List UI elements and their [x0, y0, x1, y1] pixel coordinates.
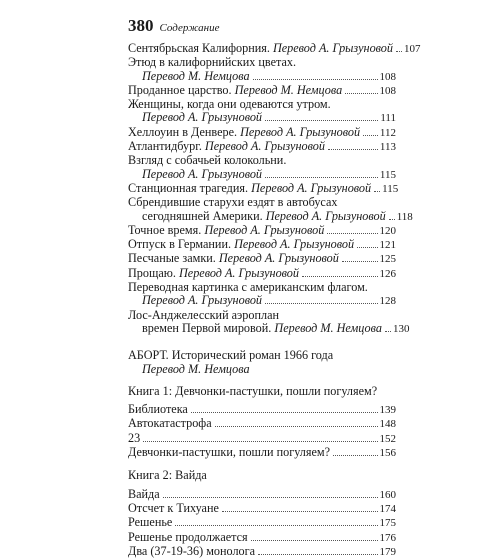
toc-entry-title: Взгляд с собачьей колокольни.: [128, 153, 287, 168]
page-ref: 111: [380, 112, 396, 125]
toc-entry-title: Этюд в калифорнийских цветах.: [128, 55, 297, 70]
page-ref: 108: [379, 84, 396, 97]
toc-entry: 23 152: [128, 430, 396, 445]
page-ref: 107: [403, 43, 421, 55]
toc-entry: Автокатастрофа 148: [128, 416, 396, 431]
toc-entry: сегодняшней Америки. Перевод А. Грызуновой 118: [142, 208, 413, 223]
toc-entry: Отсчет к Тихуане 174: [128, 500, 396, 515]
page-ref: 125: [379, 253, 396, 266]
page-ref: 148: [379, 418, 396, 431]
toc-entry: времен Первой мировой. Перевод М. Немцова 130: [142, 320, 410, 335]
toc-entry: Два (37-19-36) монолога 179: [128, 543, 396, 558]
book2-heading: Книга 2: Вайда: [128, 468, 207, 483]
page-ref: 118: [396, 210, 413, 223]
toc-entry: Девчонки-пастушки, пошли погуляем? 156: [128, 445, 396, 460]
page-ref: 121: [379, 239, 396, 252]
toc-entry: Вайда 160: [128, 486, 396, 501]
page-ref: 130: [392, 322, 410, 335]
page-ref: 120: [379, 224, 396, 237]
toc-entry: Точное время. Перевод А. Грызуновой 120: [128, 222, 396, 237]
toc-entry: Перевод А. Грызуновой 111: [142, 110, 396, 125]
toc-entry: Хеллоуин в Денвере. Перевод А. Грызуновой 112: [128, 124, 396, 139]
toc-entry-title: Лос-Анджелесский аэроплан: [128, 307, 280, 322]
page-ref: 108: [379, 70, 396, 83]
toc-entry: Атлантидбург. Перевод А. Грызуновой 113: [128, 139, 396, 154]
book1-heading: Книга 1: Девчонки-пастушки, пошли погуляем?: [128, 383, 378, 398]
toc-entry: Прощаю. Перевод А. Грызуновой 126: [128, 265, 396, 280]
page-ref: 115: [379, 168, 396, 181]
page-ref: 112: [379, 126, 396, 139]
page-ref: 139: [379, 404, 396, 417]
page-ref: 113: [379, 141, 396, 154]
toc-entry: Перевод А. Грызуновой 128: [142, 293, 396, 308]
toc-entry: Сентябрьская Калифорния. Перевод А. Грызуновой 107: [128, 41, 421, 55]
toc-entry: Отпуск в Германии. Перевод А. Грызуновой 121: [128, 237, 396, 252]
page-ref: 179: [379, 545, 396, 558]
table-of-contents: [128, 41, 421, 559]
page-number: 380: [128, 16, 154, 35]
page-ref: 176: [379, 531, 396, 544]
page-ref: 115: [382, 182, 399, 195]
toc-entry: Песчаные замки. Перевод А. Грызуновой 125: [128, 251, 396, 266]
page-ref: 156: [379, 447, 396, 460]
toc-entry: Решенье 175: [128, 515, 396, 530]
page-ref: 175: [379, 517, 396, 530]
section-title: АБОРТ. Исторический роман 1966 года: [128, 348, 334, 363]
toc-entry: Перевод А. Грызуновой 115: [142, 166, 396, 181]
toc-entry: Перевод М. Немцова 108: [142, 68, 396, 83]
toc-entry-title: Женщины, когда они одеваются утром.: [128, 97, 331, 112]
toc-entry-title: Сбрендившие старухи ездят в автобусах: [128, 195, 338, 210]
section-translator: Перевод М. Немцова: [142, 361, 250, 376]
page-ref: 152: [379, 432, 396, 445]
running-title: Содержание: [159, 22, 220, 34]
page-ref: 174: [379, 502, 396, 515]
page-ref: 160: [379, 488, 396, 501]
toc-entry: Проданное царство. Перевод М. Немцова 108: [128, 82, 396, 97]
page-ref: 126: [379, 267, 396, 280]
toc-entry: Решенье продолжается 176: [128, 529, 396, 544]
page-header: [128, 16, 220, 36]
toc-entry: Библиотека 139: [128, 402, 396, 417]
toc-entry: Станционная трагедия. Перевод А. Грызуновой 115: [128, 180, 399, 195]
toc-entry-title: Переводная картинка с американским флагом.: [128, 280, 368, 295]
page-ref: 128: [379, 295, 396, 308]
